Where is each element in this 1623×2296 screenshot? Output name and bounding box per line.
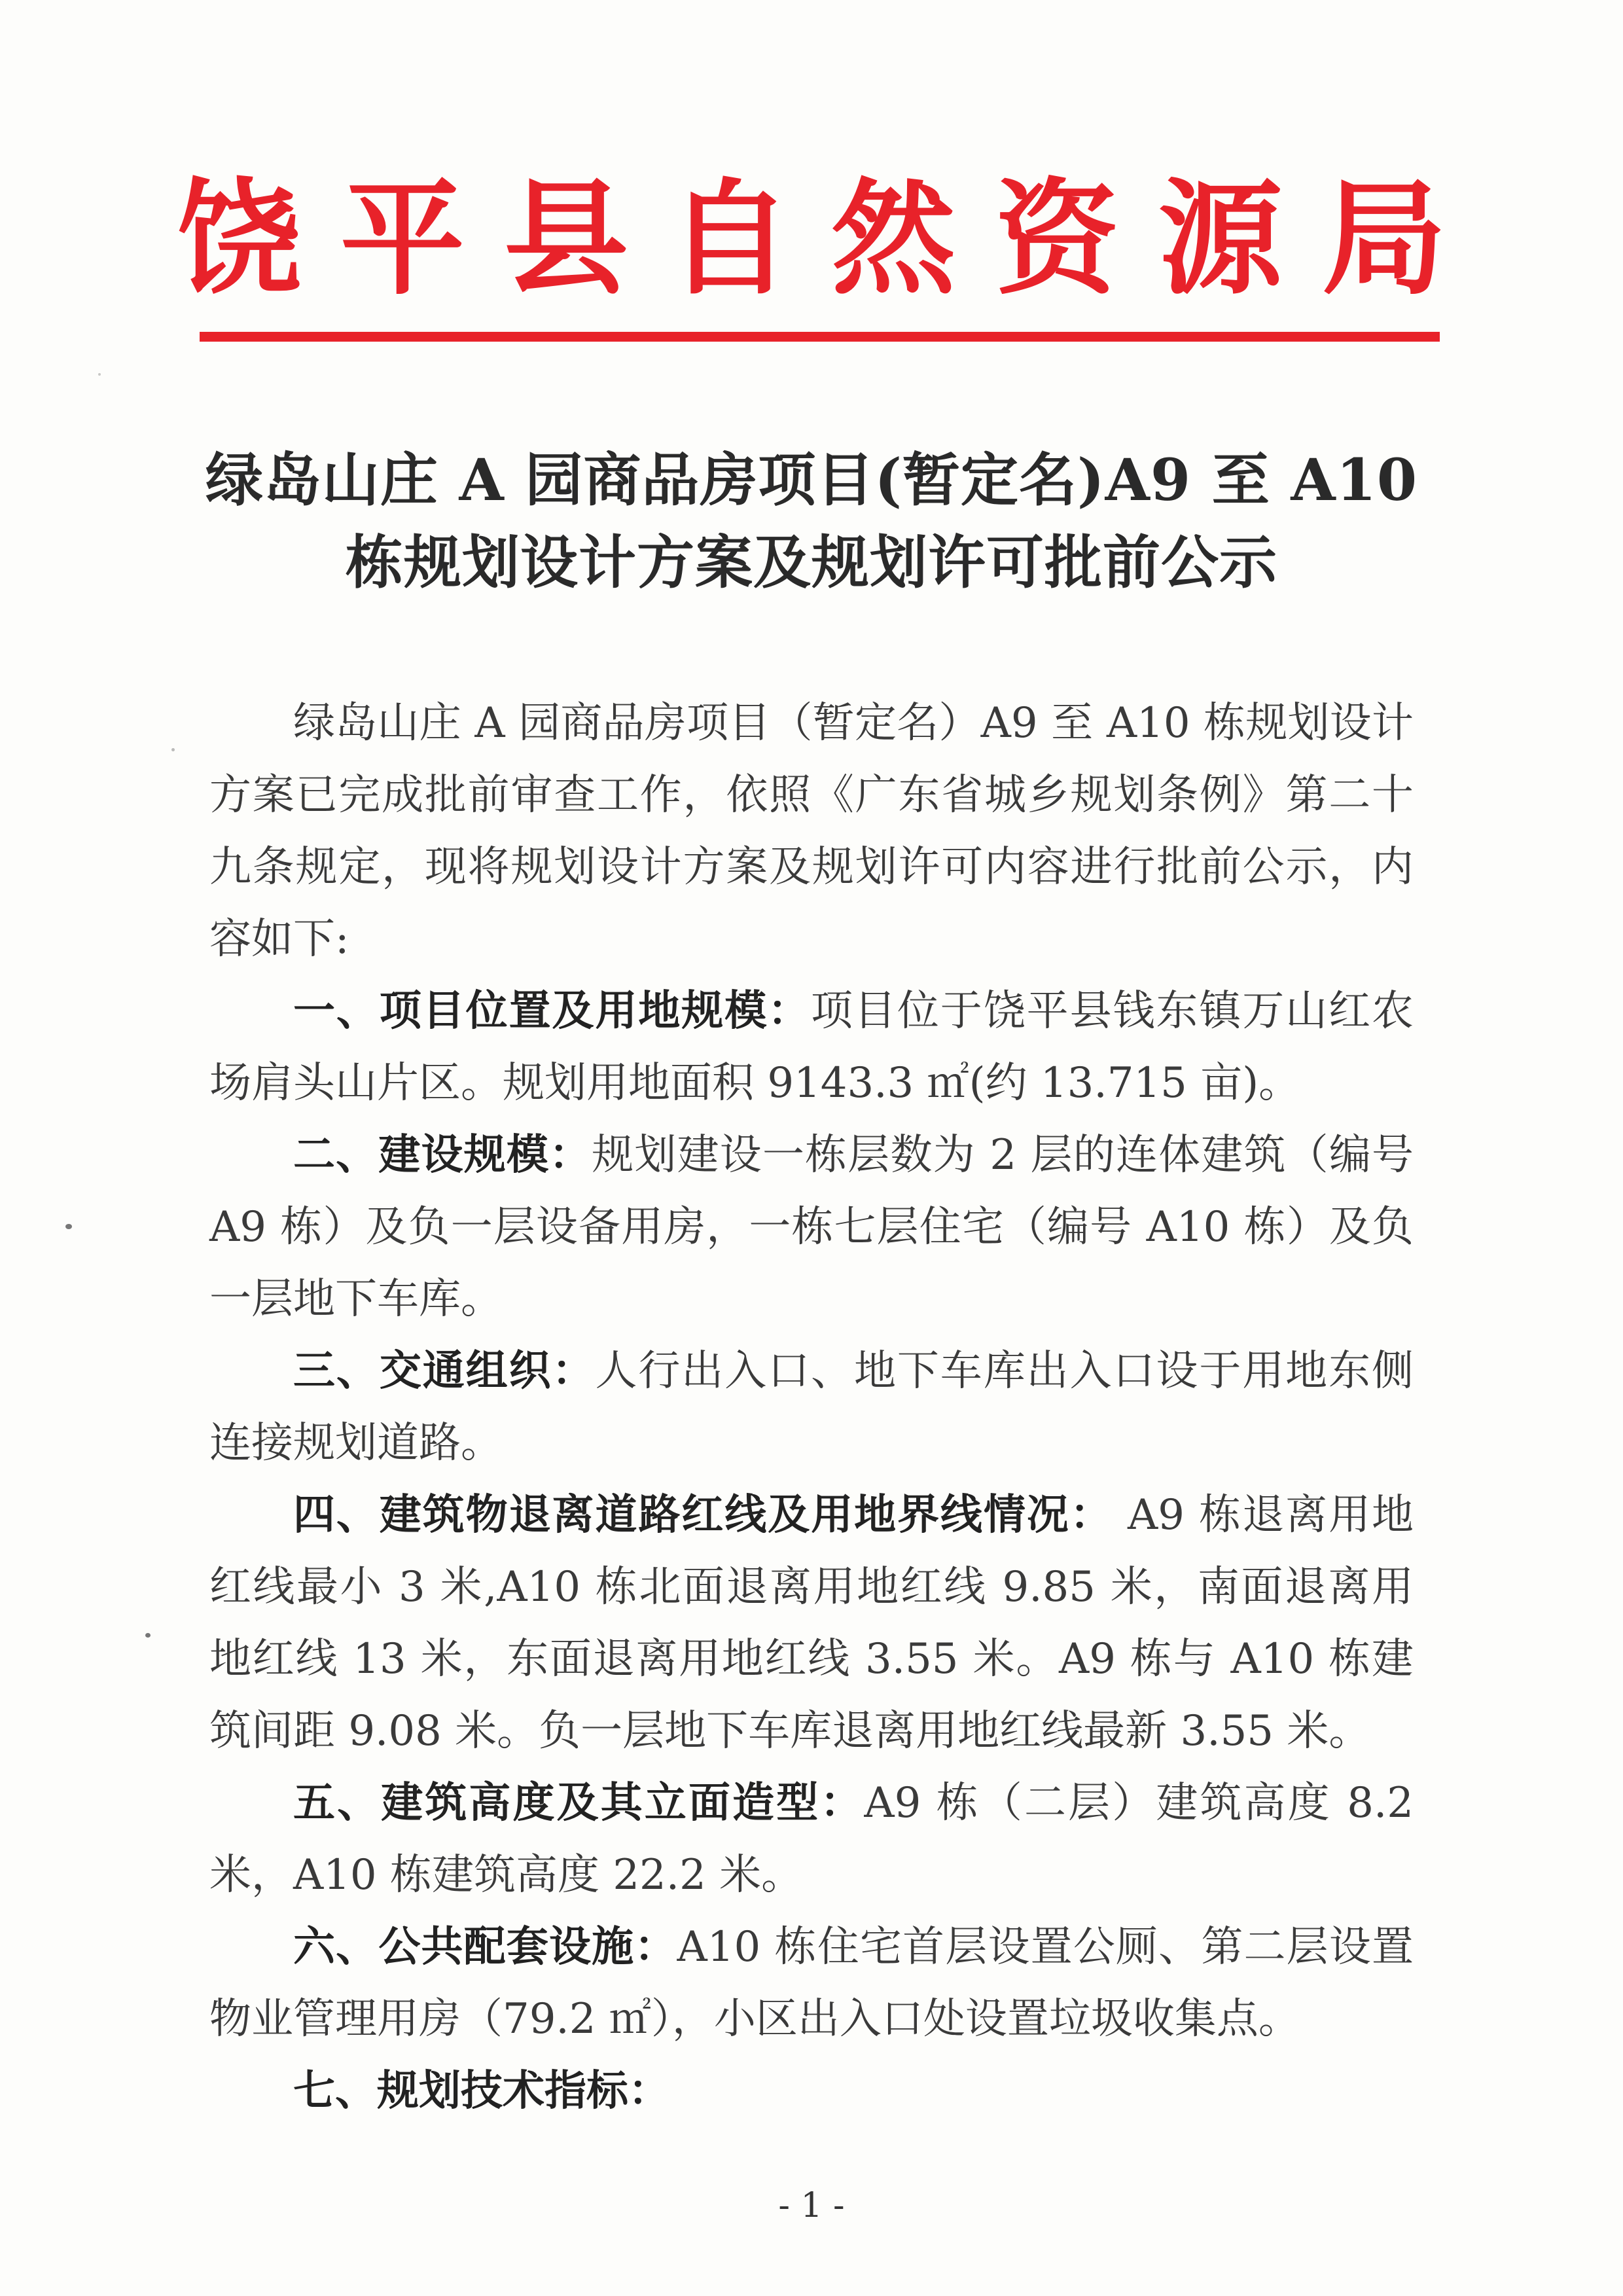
document-body	[209, 687, 1414, 2127]
section-text: 人行出入口、地下车库出入口设于用地东侧连接规划道路。	[209, 1347, 1414, 1467]
section-paragraph	[209, 1335, 1414, 1479]
scan-speck	[145, 1633, 151, 1638]
letterhead-char: 然	[830, 166, 955, 312]
section-label: 七、规划技术指标：	[293, 2066, 670, 2115]
section-paragraph	[209, 2055, 1414, 2127]
section-label: 六、公共配套设施：	[293, 1922, 677, 1971]
letterhead-char: 源	[1158, 166, 1283, 312]
section-paragraph	[209, 1119, 1414, 1335]
title-line-2: 栋规划设计方案及规划许可批前公示	[345, 528, 1277, 596]
section-paragraph	[209, 975, 1414, 1119]
letterhead-char: 饶	[177, 166, 302, 312]
scan-speck	[171, 748, 175, 751]
letterhead-char: 县	[503, 166, 628, 312]
section-text: A10 栋住宅首层设置公厕、第二层设置物业管理用房（79.2 ㎡），小区出入口处设置垃圾收集点。	[209, 1923, 1414, 2043]
letterhead-char: 资	[994, 166, 1119, 312]
title-line-1: 绿岛山庄 A 园商品房项目(暂定名)A9 至 A10	[205, 446, 1418, 514]
section-label: 五、建筑高度及其立面造型：	[293, 1778, 865, 1827]
section-paragraph	[209, 1479, 1414, 1767]
scan-speck	[65, 1224, 72, 1229]
section-text: A9 栋（二层）建筑高度 8.2 米，A10 栋建筑高度 22.2 米。	[209, 1779, 1414, 1899]
section-label: 一、项目位置及用地规模：	[293, 986, 812, 1035]
letterhead-divider	[200, 332, 1440, 342]
section-paragraph	[209, 1767, 1414, 1911]
section-label: 三、交通组织：	[293, 1346, 596, 1395]
page-number: - 1 -	[778, 2186, 845, 2225]
scan-speck	[98, 373, 101, 376]
letterhead-char: 平	[340, 166, 465, 312]
section-paragraph	[209, 1911, 1414, 2055]
agency-letterhead	[177, 164, 1446, 314]
intro-paragraph: 绿岛山庄 A 园商品房项目（暂定名）A9 至 A10 栋规划设计方案已完成批前审查工作，依照《广东省城乡规划条例》第二十九条规定，现将规划设计方案及规划许可内容进行批前公示，内容如下:	[209, 699, 1414, 963]
section-text: A9 栋退离用地红线最小 3 米,A10 栋北面退离用地红线 9.85 米，南面退离用地红线 13 米，东面退离用地红线 3.55 米。A9 栋与 A10 栋建筑间距 9.08 米。负一层地下车库退离用地红线最新 3.55 米。	[209, 1491, 1414, 1755]
letterhead-char: 自	[667, 166, 792, 312]
section-text: 项目位于饶平县钱东镇万山红农场肩头山片区。规划用地面积 9143.3 ㎡(约 13.715 亩)。	[209, 987, 1414, 1107]
section-label: 四、建筑物退离道路红线及用地界线情况：	[293, 1490, 1113, 1539]
letterhead-char: 局	[1321, 166, 1446, 312]
section-text: 规划建设一栋层数为 2 层的连体建筑（编号 A9 栋）及负一层设备用房，一栋七层住宅（编号 A10 栋）及负一层地下车库。	[209, 1131, 1414, 1323]
section-label: 二、建设规模：	[293, 1130, 592, 1179]
document-title	[196, 439, 1427, 603]
